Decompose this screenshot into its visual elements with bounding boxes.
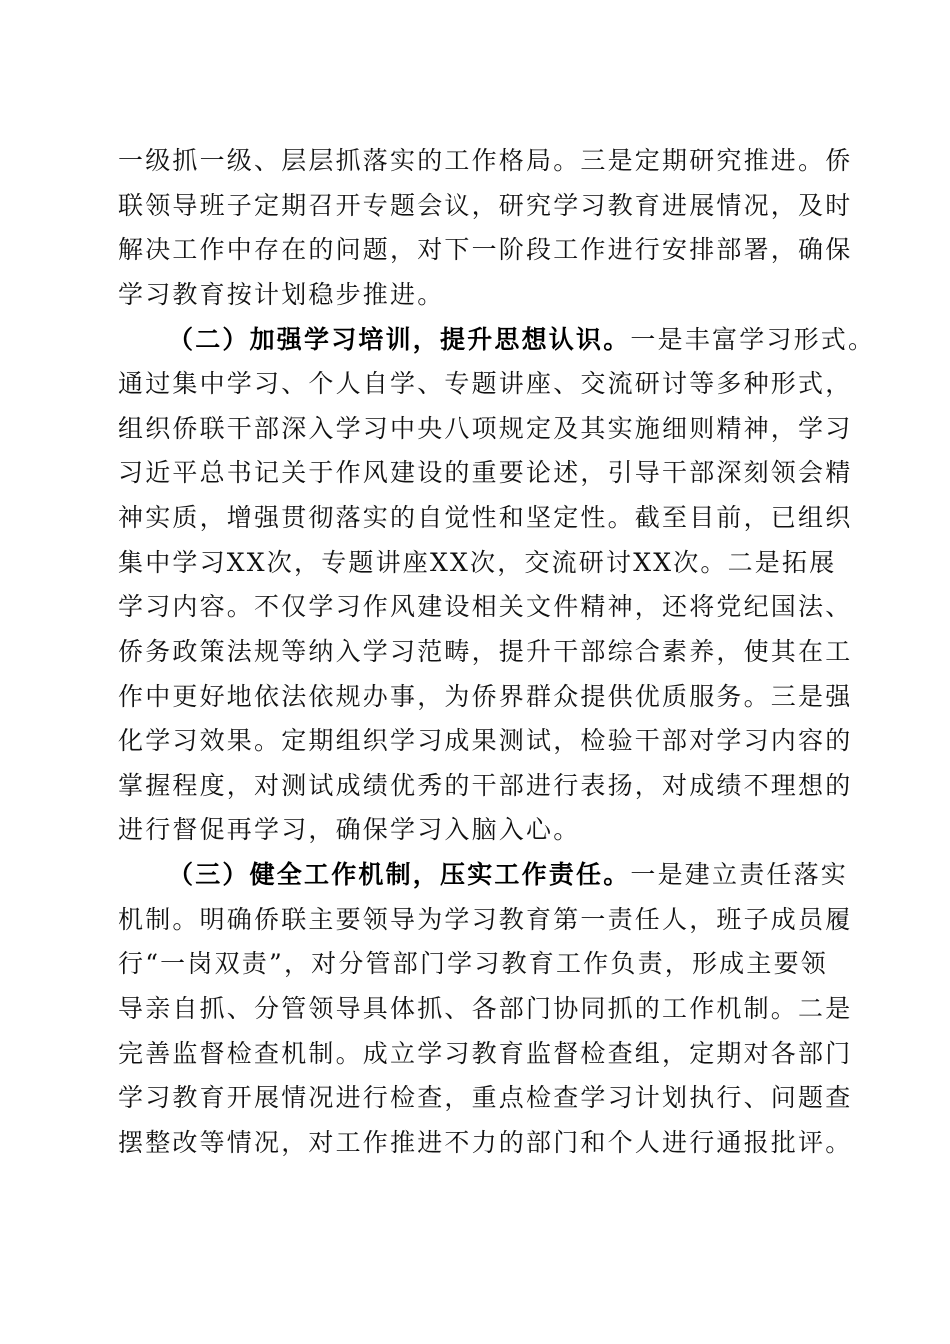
- text-line: 联领导班子定期召开专题会议，研究学习教育进展情况，及时: [118, 191, 853, 220]
- text-line: 行“一岗双责”，对分管部门学习教育工作负责，形成主要领: [118, 949, 828, 978]
- section-heading-line: [168, 325, 875, 355]
- text-line: 化学习效果。定期组织学习成果测试，检验干部对学习内容的: [118, 726, 853, 755]
- section-text: 一是建立责任落实: [630, 860, 849, 889]
- text-line: 神实质，增强贯彻落实的自觉性和坚定性。截至目前，已组织: [118, 503, 853, 532]
- text-line: 进行督促再学习，确保学习入脑入心。: [118, 815, 581, 844]
- text-line: 掌握程度，对测试成绩优秀的干部进行表扬，对成绩不理想的: [118, 771, 853, 800]
- text-line: 通过集中学习、个人自学、专题讲座、交流研讨等多种形式，: [118, 369, 853, 398]
- text-line: 集中学习XX次，专题讲座XX次，交流研讨XX次。二是拓展: [118, 548, 837, 577]
- text-line: 完善监督检查机制。成立学习教育监督检查组，定期对各部门: [118, 1039, 853, 1068]
- text-line: 习近平总书记关于作风建设的重要论述，引导干部深刻领会精: [118, 458, 853, 487]
- text-line: 学习内容。不仅学习作风建设相关文件精神，还将党纪国法、: [118, 592, 853, 621]
- text-line: 一级抓一级、层层抓落实的工作格局。三是定期研究推进。侨: [118, 146, 853, 175]
- text-line: 学习教育按计划稳步推进。: [118, 280, 445, 309]
- section-heading: （三）健全工作机制，压实工作责任。: [168, 860, 631, 889]
- text-line: 机制。明确侨联主要领导为学习教育第一责任人，班子成员履: [118, 905, 853, 934]
- section-text: 一是丰富学习形式。: [630, 325, 876, 354]
- text-line: 导亲自抓、分管领导具体抓、各部门协同抓的工作机制。二是: [118, 994, 853, 1023]
- text-line: 摆整改等情况，对工作推进不力的部门和个人进行通报批评。: [118, 1128, 853, 1157]
- text-line: 作中更好地依法依规办事，为侨界群众提供优质服务。三是强: [118, 682, 853, 711]
- text-line: 学习教育开展情况进行检查，重点检查学习计划执行、问题查: [118, 1083, 853, 1112]
- section-heading: （二）加强学习培训，提升思想认识。: [168, 325, 631, 354]
- text-line: 侨务政策法规等纳入学习范畴，提升干部综合素养，使其在工: [118, 637, 853, 666]
- text-line: 组织侨联干部深入学习中央八项规定及其实施细则精神，学习: [118, 414, 853, 443]
- section-heading-line: [168, 860, 848, 890]
- text-line: 解决工作中存在的问题，对下一阶段工作进行安排部署，确保: [118, 235, 853, 264]
